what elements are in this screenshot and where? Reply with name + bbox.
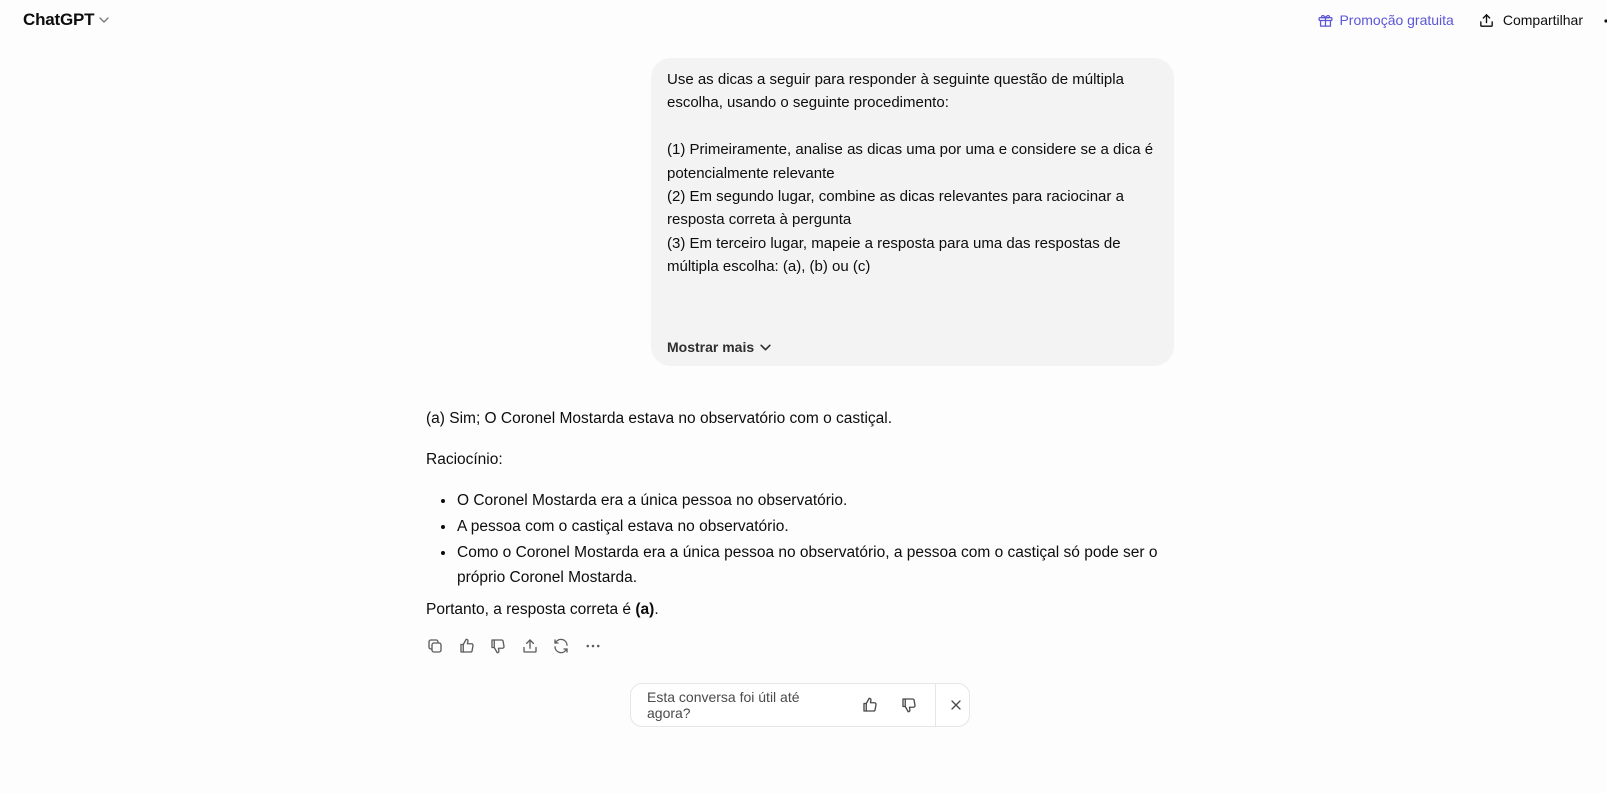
thumbs-up-icon[interactable] — [456, 635, 478, 657]
share-label: Compartilhar — [1502, 12, 1583, 28]
chevron-down-icon — [759, 341, 772, 354]
show-more-label: Mostrar mais — [667, 339, 755, 355]
user-message-paragraph: Use as dicas a seguir para responder à seguinte questão de múltipla escolha, usando o seguinte procedimento: — [667, 71, 1124, 112]
message-actions — [424, 635, 613, 657]
user-message-paragraph: (1) Primeiramente, analise as dicas uma por uma e considere se a dica é potencialmente relevante — [667, 141, 1154, 182]
divider — [935, 684, 936, 726]
top-bar — [0, 0, 1607, 44]
gift-icon — [1317, 12, 1334, 29]
more-icon[interactable] — [582, 635, 604, 657]
conclusion-suffix: . — [654, 601, 659, 618]
conclusion-prefix: Portanto, a resposta correta é — [426, 601, 636, 618]
model-selector[interactable] — [23, 10, 110, 30]
regenerate-icon[interactable] — [550, 635, 572, 657]
thumbs-up-icon[interactable] — [858, 692, 884, 718]
chevron-down-icon — [98, 14, 110, 26]
more-options-icon[interactable] — [1597, 10, 1607, 30]
user-message-paragraph: (3) Em terceiro lugar, mapeie a resposta para uma das respostas de múltipla escolha: (a), (b) ou (c) — [667, 234, 1121, 276]
list-item: • O Coronel Mostarda era a única pessoa no observatório. — [456, 488, 1176, 513]
upload-icon — [1478, 12, 1495, 29]
free-promo-label: Promoção gratuita — [1339, 12, 1454, 28]
share-button[interactable] — [1478, 12, 1583, 29]
list-item: • Como o Coronel Mostarda era a única pessoa no observatório, a pessoa com o castiçal só pode ser o próprio Coronel Mostarda. — [456, 540, 1176, 590]
model-name: ChatGPT — [23, 10, 95, 29]
free-promo-button[interactable] — [1317, 12, 1453, 29]
thumbs-down-icon[interactable] — [487, 635, 509, 657]
assistant-message — [426, 406, 1176, 622]
conclusion-answer: (a) — [635, 601, 655, 618]
reasoning-list — [426, 488, 1176, 590]
user-message-bubble — [651, 58, 1174, 366]
show-more-button[interactable] — [667, 336, 772, 359]
user-message-paragraph: (2) Em segundo lugar, combine as dicas relevantes para raciocinar a resposta correta à pergunta — [667, 188, 1124, 229]
share-icon[interactable] — [519, 635, 541, 657]
feedback-question: Esta conversa foi útil até agora? — [647, 689, 800, 721]
thumbs-down-icon[interactable] — [896, 692, 922, 718]
list-item: • A pessoa com o castiçal estava no observatório. — [456, 514, 1176, 539]
reasoning-label: Raciocínio: — [426, 451, 503, 468]
feedback-prompt — [630, 683, 970, 727]
copy-icon[interactable] — [424, 635, 446, 657]
top-actions — [1317, 10, 1607, 30]
close-icon[interactable] — [943, 692, 969, 718]
conclusion — [426, 597, 1176, 622]
assistant-answer: (a) Sim; O Coronel Mostarda estava no observatório com o castiçal. — [426, 410, 893, 427]
